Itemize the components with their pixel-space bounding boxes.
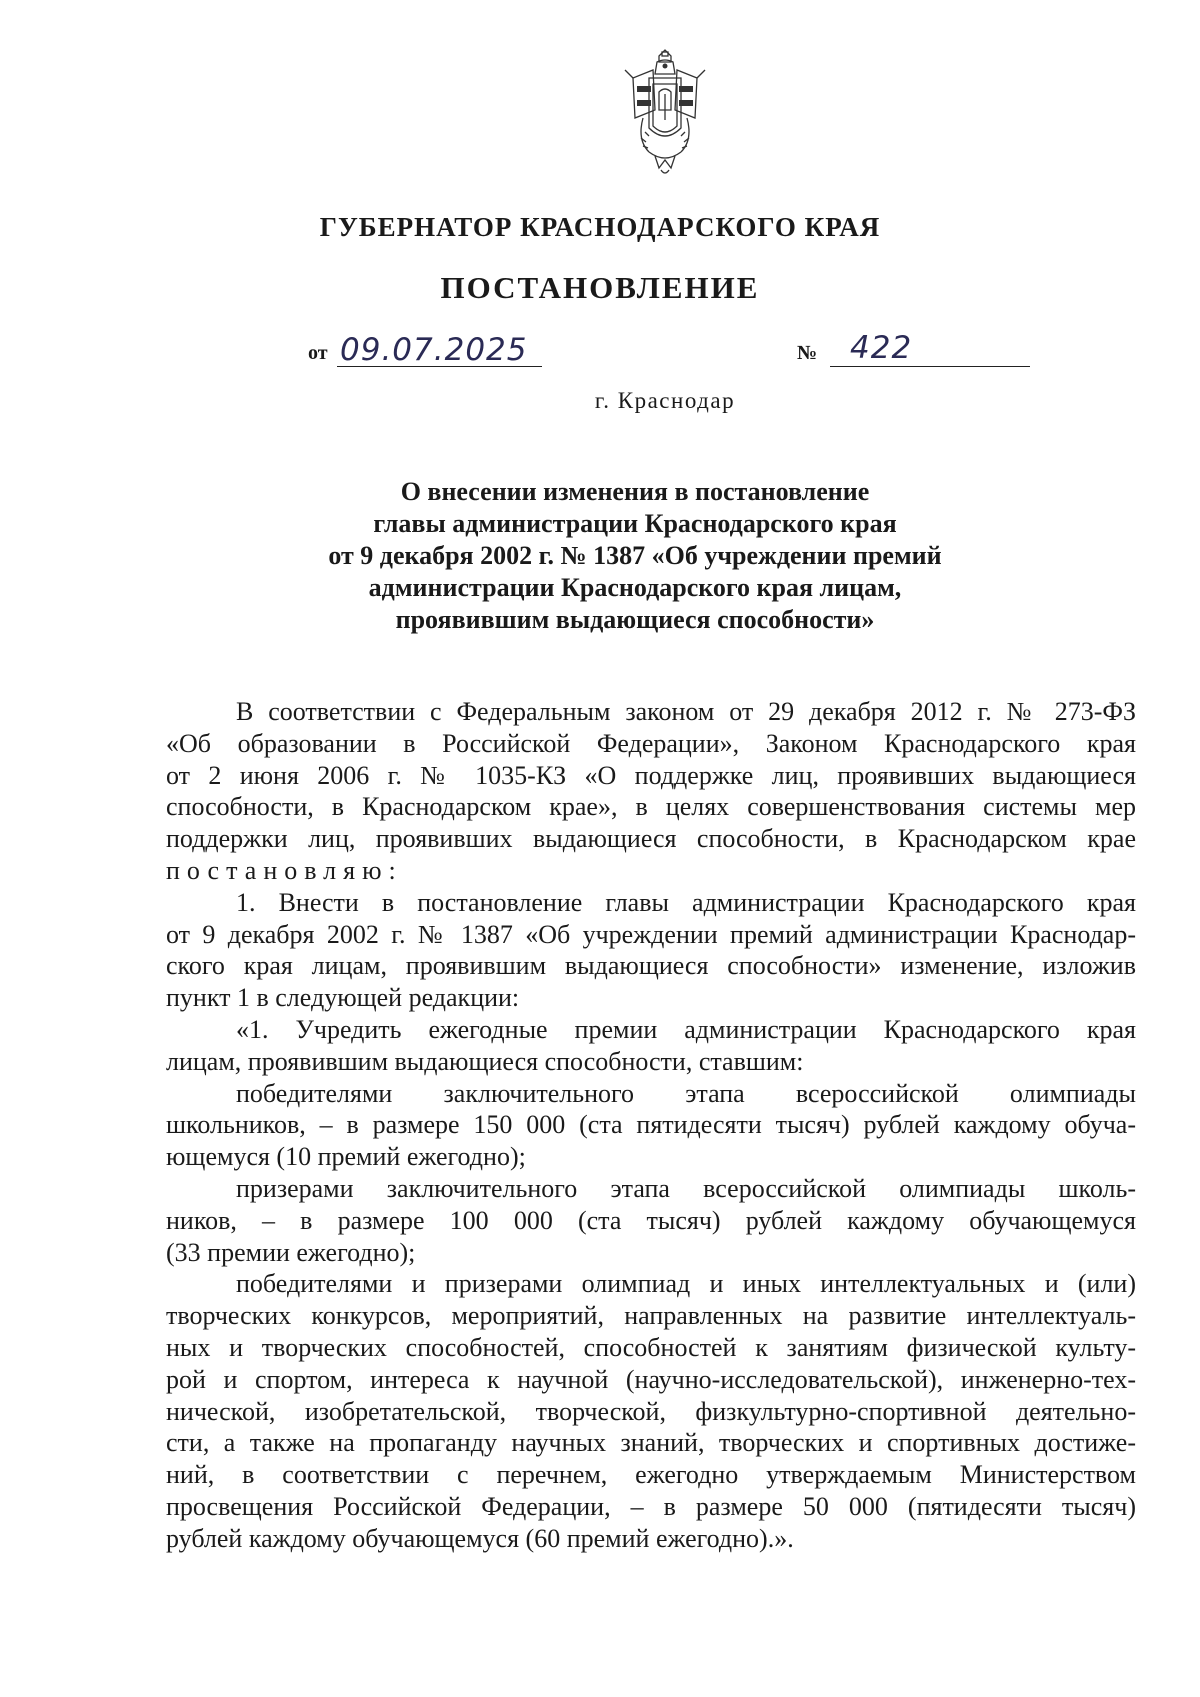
document-title [200, 476, 1070, 636]
city-line: г. Краснодар [594, 388, 736, 413]
body-line: постановляю: [166, 855, 403, 885]
document-type-heading: ПОСТАНОВЛЕНИЕ [440, 270, 760, 305]
body-line: пункт 1 в следующей редакции: [166, 983, 520, 1013]
body-line: творческих конкурсов, мероприятий, направленных на развитие интеллектуаль- [166, 1301, 1136, 1331]
body-line: победителями и призерами олимпиад и иных интеллектуальных и (или) [236, 1269, 1136, 1299]
body-line: ных и творческих способностей, способностей к занятиям физической культу- [166, 1332, 1136, 1362]
body-line: победителями заключительного этапа всероссийской олимпиады [236, 1078, 1136, 1108]
handwritten-number: 422 [850, 330, 913, 366]
body-line: ний, в соответствии с перечнем, ежегодно утверждаемым Министерством [166, 1460, 1136, 1490]
body-line: «1. Учредить ежегодные премии администрации Краснодарского края [236, 1014, 1136, 1044]
title-line: О внесении изменения в постановление [400, 477, 870, 506]
body-line: от 9 декабря 2002 г. № 1387 «Об учреждении премий администрации Краснодар- [166, 919, 1136, 949]
date-number-row [0, 330, 1200, 374]
body-line: рой и спортом, интереса к научной (научно-исследовательской), инженерно-тех- [166, 1364, 1136, 1394]
handwritten-date: 09.07.2025 [340, 332, 528, 368]
body-line: ского края лицам, проявившим выдающиеся способности» изменение, изложив [166, 951, 1136, 981]
body-line: лицам, проявившим выдающиеся способности, ставшим: [166, 1046, 804, 1076]
body-line: В соответствии с Федеральным законом от 29 декабря 2012 г. № 273-ФЗ [236, 697, 1136, 726]
body-line: «Об образовании в Российской Федерации», Законом Краснодарского края [166, 728, 1136, 758]
body-line: рублей каждому обучающемуся (60 премий ежегодно).». [166, 1523, 794, 1553]
body-line: от 2 июня 2006 г. № 1035-КЗ «О поддержке лиц, проявивших выдающиеся [166, 760, 1136, 790]
title-line: от 9 декабря 2002 г. № 1387 «Об учреждении премий [328, 541, 942, 570]
document-body [166, 696, 1136, 1555]
body-line: ников, – в размере 100 000 (ста тысяч) рублей каждому обучающемуся [166, 1205, 1136, 1235]
body-line: призерами заключительного этапа всероссийской олимпиады школь- [236, 1173, 1136, 1203]
body-line: ющемуся (10 премий ежегодно); [166, 1142, 526, 1172]
body-line: 1. Внести в постановление главы администрации Краснодарского края [236, 887, 1136, 917]
body-line: способности, в Краснодарском крае», в целях совершенствования системы мер [166, 792, 1136, 822]
body-line: просвещения Российской Федерации, – в размере 50 000 (пятидесяти тысяч) [166, 1491, 1136, 1521]
body-line: школьников, – в размере 150 000 (ста пятидесяти тысяч) рублей каждому обуча- [166, 1110, 1136, 1140]
body-line: нической, изобретательской, творческой, физкультурно-спортивной деятельно- [166, 1396, 1136, 1426]
title-line: главы администрации Краснодарского края [373, 509, 897, 538]
number-underline [830, 366, 1030, 367]
issuing-authority: ГУБЕРНАТОР КРАСНОДАРСКОГО КРАЯ [319, 212, 881, 242]
body-line: сти, а также на пропаганду научных знаний, творческих и спортивных достиже- [166, 1428, 1136, 1458]
date-prefix: от [308, 342, 328, 364]
body-line: (33 премии ежегодно); [166, 1237, 416, 1267]
coat-of-arms-emblem [615, 48, 715, 178]
number-prefix: № [797, 342, 818, 364]
title-line: администрации Краснодарского края лицам, [368, 573, 902, 602]
body-line: поддержки лиц, проявивших выдающиеся способности, в Краснодарском крае [166, 824, 1136, 854]
title-line: проявившим выдающиеся способности» [395, 605, 875, 634]
